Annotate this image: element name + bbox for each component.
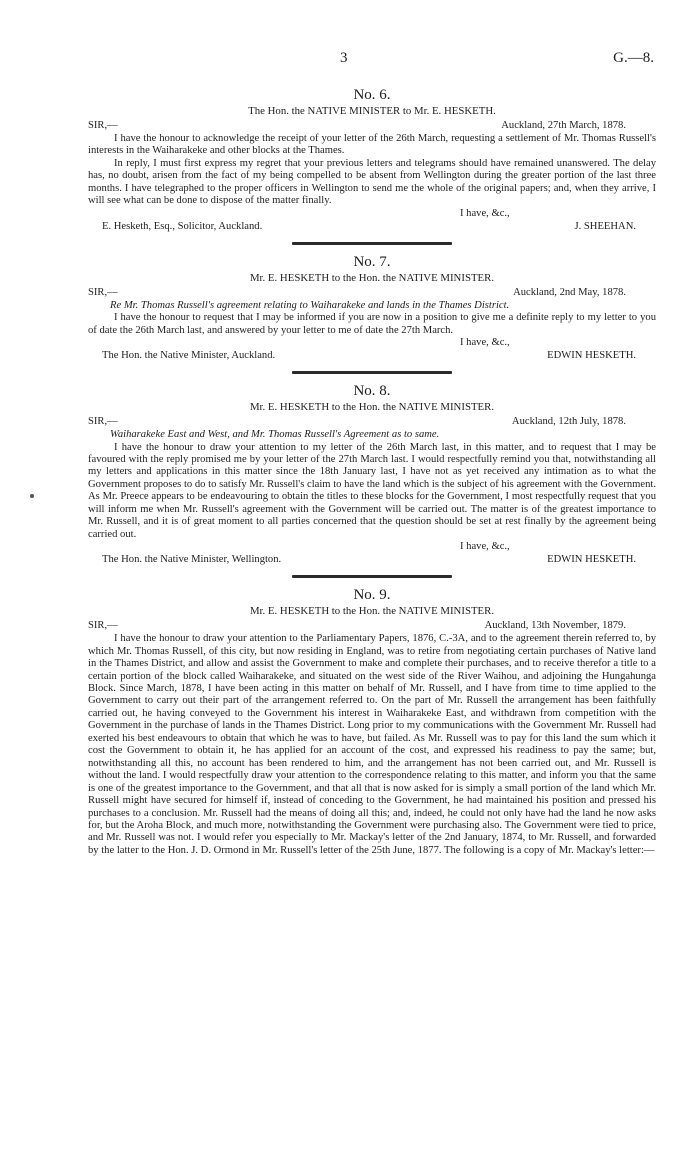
paragraph: I have the honour to request that I may be informed if you are now in a position to give me a definite reply to my letter to you of date the 26th March last, and answered by your letter to me of date the 27th March. [88, 312, 656, 336]
letter-heading: The Hon. the NATIVE MINISTER to Mr. E. HESKETH. [248, 105, 496, 117]
letter-body [88, 312, 656, 337]
letter-body [88, 442, 656, 542]
signature: EDWIN HESKETH. [547, 350, 636, 362]
section-divider [292, 242, 452, 245]
letter-body [88, 133, 656, 208]
letter-heading: Mr. E. HESKETH to the Hon. the NATIVE MINISTER. [249, 605, 495, 618]
place-date: Auckland, 27th March, 1878. [501, 120, 626, 131]
document-reference: G.—8. [613, 50, 654, 66]
paragraph: I have the honour to draw your attention to my letter of the 26th March last, in this matter, and to request that I may be favoured with the reply promised me by your letter of the 27th March last. I would respectfully remind you that, notwithstanding all my letters and applications in this matter since the 18th January last, I have not as yet received any intimation as to what the Government proposes to do to satisfy Mr. Russell's claim to have the land which is the subject of his agreement with the Government. As Mr. Preece appears to be endeavouring to obtain the titles to these blocks for the Government, I most respectfully request that you will inform me when Mr. Russell's agreement with the Government will be carried out. The matter is of the greatest importance to Mr. Russell, and it is of great moment to all parties concerned that the question should be set at rest finally by the agreement being carried out. [88, 441, 656, 540]
paragraph: In reply, I must first express my regret that your previous letters and telegrams should have remained unanswered. The delay has, no doubt, arisen from the fact of my being compelled to be absent from Wellington during the greater portion of the last three months. I have telegraphed to the proper officers in Wellington to send me the whole of the original papers; and, when they arrive, I will see what can be done to dispose of the matter finally. [88, 157, 656, 207]
section-divider [292, 575, 452, 578]
salutation: SIR,— [88, 416, 118, 428]
letter-number: No. 7. [353, 253, 391, 270]
letter-heading: Mr. E. HESKETH to the Hon. the NATIVE MINISTER. [249, 401, 495, 414]
letter-no-9 [88, 586, 656, 857]
addressee: The Hon. the Native Minister, Auckland. [102, 350, 276, 362]
closing-formula: I have, &c., [460, 337, 510, 349]
letter-heading: Mr. E. HESKETH to the Hon. the NATIVE MINISTER. [249, 271, 495, 284]
place-date: Auckland, 2nd May, 1878. [513, 286, 626, 298]
signature: EDWIN HESKETH. [547, 554, 636, 566]
section-divider [292, 371, 452, 374]
salutation: SIR,— [88, 120, 118, 131]
paragraph: I have the honour to draw your attention to the Parliamentary Papers, 1876, C.-3A, and to the agreement therein referred to, by which Mr. Thomas Russell, of this city, but now residing in England, was to retire from negotiating certain purchases of Native land in the Thames District, and allow and assist the Government to make and complete their purchases, and to receive therefor a title to a certain portion of the block called Waiharakeke, and situated on the west side of the River Waihou, and adjoining the Hungahunga Block. Since March, 1878, I have been acting in this matter on behalf of Mr. Russell, and I have from time to time applied to the Government to carry out their part of the arrangement referred to. On the part of Mr. Russell the arrangement has been faithfully carried out, he having conveyed to the Government his interest in Waiharakeke East, and withdrawn from competition with the Government in the purchase of lands in the Thames District. Long prior to my communications with the Government Mr. Russell had exerted his best endeavours to obtain that which he was to have, but failed. As Mr. Russell was to pay for this land the sum which it cost the Government to obtain it, he has applied for an account of the cost, and expressed his readiness to pay the same; but, notwithstanding all this, no account has been rendered to him, and the arrangement has not been carried out, and Mr. Russell is without the land. I would respectfully draw your attention to the correspondence relating to this matter, and inform you that the same is one of the greatest importance to the Government, and that all that is now asked for is simply a small portion of the land which Mr. Russell might have secured for himself if, instead of conceding to the Government, he had maintained his position and pressed his purchases to a conclusion. Mr. Russell had the means of doing all this; and, indeed, he could not only have had the land he now asks for, but the Aroha Block, and much more, notwithstanding the Government were purchasing also. The Government were tied to price, and Mr. Russell was not. I would refer you especially to Mr. Mackay's letter of the 2nd January, 1874, to Mr. Russell, and forwarded by the latter to the Hon. J. D. Ormond in Mr. Russell's letter of the 25th June, 1877. The following is a copy of Mr. Mackay's letter:— [88, 633, 656, 856]
addressee: The Hon. the Native Minister, Wellington. [102, 554, 282, 566]
signature: J. SHEEHAN. [574, 220, 636, 232]
page-number: 3 [340, 50, 348, 66]
text-column [88, 86, 656, 857]
addressee: E. Hesketh, Esq., Solicitor, Auckland. [102, 220, 263, 232]
letter-number: No. 6. [353, 87, 391, 103]
letter-no-8 [88, 382, 656, 567]
salutation: SIR,— [88, 286, 118, 298]
paragraph: I have the honour to acknowledge the receipt of your letter of the 26th March, requesting a settlement of Mr. Thomas Russell's interests in the Waiharakeke and other blocks at the Thames. [88, 133, 656, 157]
letter-no-7 [88, 253, 656, 363]
margin-mark [30, 494, 34, 498]
place-date: Auckland, 12th July, 1878. [511, 416, 626, 428]
letter-subject: Re Mr. Thomas Russell's agreement relating to Waiharakeke and lands in the Thames District. [110, 299, 510, 311]
closing-formula: I have, &c., [460, 207, 510, 219]
letter-number: No. 9. [353, 587, 391, 604]
page-header [0, 50, 700, 70]
place-date: Auckland, 13th November, 1879. [484, 620, 626, 632]
closing-formula: I have, &c., [460, 541, 510, 553]
letter-subject: Waiharakeke East and West, and Mr. Thomas Russell's Agreement as to same. [110, 429, 440, 441]
letter-number: No. 8. [353, 383, 391, 400]
letter-no-6 [88, 86, 656, 234]
letter-body [88, 633, 656, 857]
salutation: SIR,— [88, 620, 118, 632]
